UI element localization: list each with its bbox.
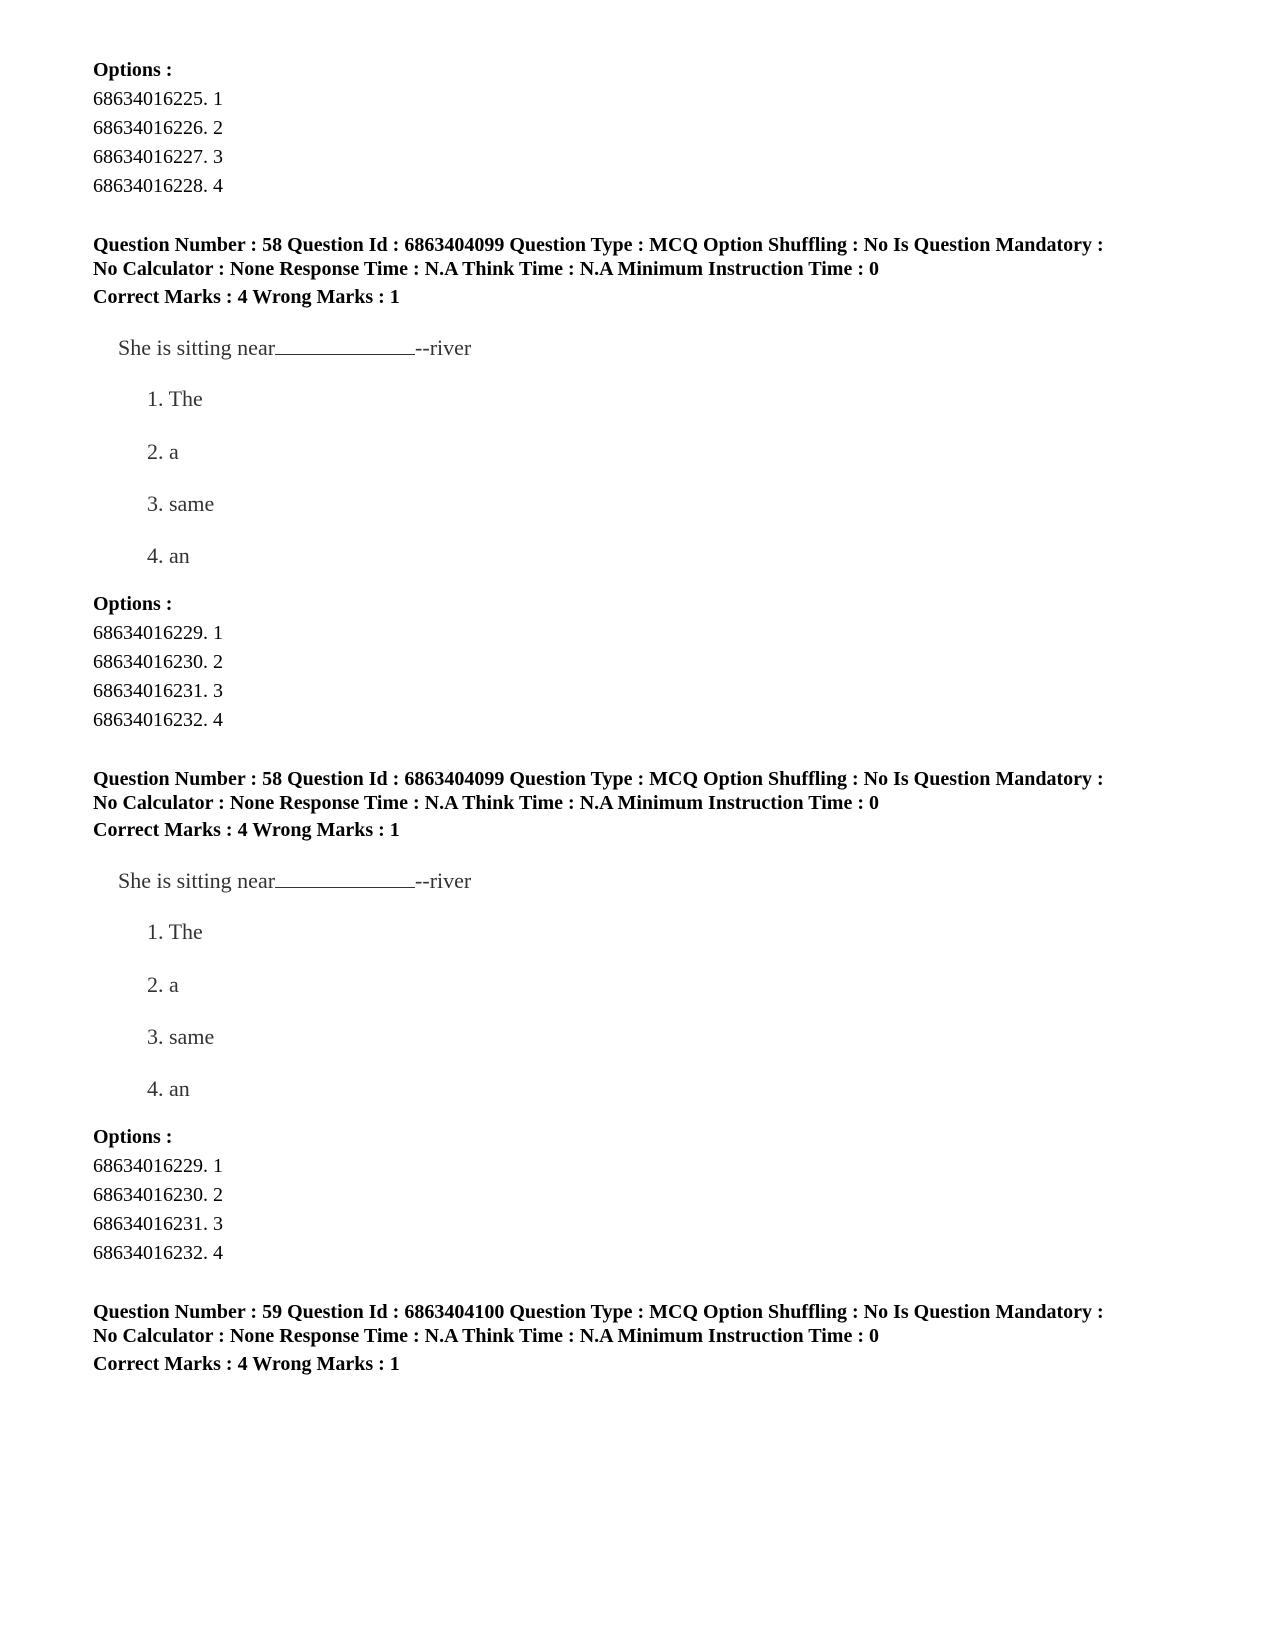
option-line: 68634016229. 1 (93, 622, 223, 644)
question-stem (118, 868, 471, 894)
answer-blank (275, 869, 415, 888)
answer-blank (275, 336, 415, 355)
choice-item: 2. a (147, 439, 179, 464)
question-header-line: Question Number : 59 Question Id : 6863404100 Question Type : MCQ Option Shuffling : No Is Question Mandatory : (93, 1301, 1104, 1323)
options-list (93, 1123, 223, 1268)
option-line: 68634016230. 2 (93, 1184, 223, 1206)
choice-item: 1. The (147, 919, 203, 944)
option-line: 68634016231. 3 (93, 1213, 223, 1235)
question-header (93, 233, 1213, 281)
question-marks: Correct Marks : 4 Wrong Marks : 1 (93, 286, 400, 308)
question-header-line: No Calculator : None Response Time : N.A Think Time : N.A Minimum Instruction Time : 0 (93, 1325, 879, 1347)
option-line: 68634016225. 1 (93, 88, 223, 110)
question-stem-text: --river (415, 868, 472, 893)
option-line: 68634016229. 1 (93, 1155, 223, 1177)
question-header-line: No Calculator : None Response Time : N.A Think Time : N.A Minimum Instruction Time : 0 (93, 792, 879, 814)
options-heading: Options : (93, 59, 173, 81)
choice-item: 3. same (147, 1024, 215, 1049)
question-image (118, 868, 538, 1108)
question-stem (118, 335, 471, 361)
choice-item: 4. an (147, 1076, 190, 1101)
question-header-line: Question Number : 58 Question Id : 6863404099 Question Type : MCQ Option Shuffling : No Is Question Mandatory : (93, 768, 1104, 790)
option-line: 68634016228. 4 (93, 175, 223, 197)
options-list (93, 590, 223, 735)
option-line: 68634016232. 4 (93, 709, 223, 731)
question-marks: Correct Marks : 4 Wrong Marks : 1 (93, 819, 400, 841)
question-marks: Correct Marks : 4 Wrong Marks : 1 (93, 1353, 400, 1375)
options-heading: Options : (93, 1126, 173, 1148)
choice-item: 1. The (147, 386, 203, 411)
choice-item: 3. same (147, 491, 215, 516)
question-header-line: No Calculator : None Response Time : N.A Think Time : N.A Minimum Instruction Time : 0 (93, 258, 879, 280)
question-stem-text: She is sitting near (118, 335, 276, 360)
options-list (93, 56, 223, 201)
choice-item: 4. an (147, 543, 190, 568)
question-header-line: Question Number : 58 Question Id : 6863404099 Question Type : MCQ Option Shuffling : No Is Question Mandatory : (93, 234, 1104, 256)
options-heading: Options : (93, 593, 173, 615)
question-header (93, 1300, 1213, 1348)
option-line: 68634016230. 2 (93, 651, 223, 673)
option-line: 68634016231. 3 (93, 680, 223, 702)
question-stem-text: She is sitting near (118, 868, 276, 893)
choice-item: 2. a (147, 972, 179, 997)
option-line: 68634016227. 3 (93, 146, 223, 168)
question-image (118, 335, 538, 575)
option-line: 68634016232. 4 (93, 1242, 223, 1264)
question-stem-text: --river (415, 335, 472, 360)
option-line: 68634016226. 2 (93, 117, 223, 139)
question-header (93, 767, 1213, 815)
